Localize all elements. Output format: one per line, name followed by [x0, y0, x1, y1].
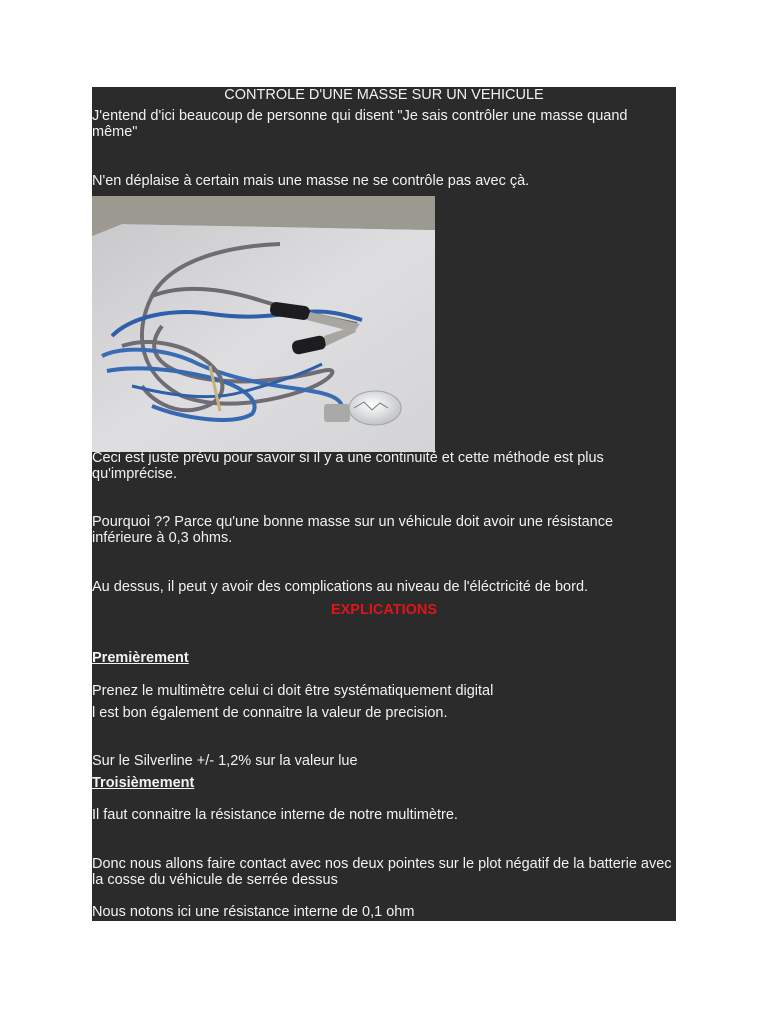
above-paragraph: Au dessus, il peut y avoir des complications au niveau de l'éléctricité de bord. [92, 579, 589, 595]
why-paragraph: Pourquoi ?? Parce qu'une bonne masse sur un véhicule doit avoir une résistance inférieure à 0,3 ohms. [92, 514, 614, 546]
section-heading-third: Troisièmement [92, 775, 195, 791]
continuity-paragraph: Ceci est juste prévu pour savoir si il y a une continuité et cette méthode est plus qu'imprécise. [92, 450, 604, 482]
contact-paragraph: Donc nous allons faire contact avec nos deux pointes sur le plot négatif de la batterie avec la cosse du véhicule de serrée dessus [92, 856, 672, 888]
section-heading-first: Premièrement [92, 650, 189, 666]
test-lamp-photo [92, 196, 435, 452]
statement-paragraph: N'en déplaise à certain mais une masse ne se contrôle pas avec çà. [92, 173, 530, 189]
silverline-line: Sur le Silverline +/- 1,2% sur la valeur lue [92, 753, 358, 769]
result-line: Nous notons ici une résistance interne de 0,1 ohm [92, 904, 415, 920]
precision-line: l est bon également de connaitre la valeur de precision. [92, 705, 448, 721]
multimeter-line: Prenez le multimètre celui ci doit être systématiquement digital [92, 683, 494, 699]
content-panel [92, 87, 676, 921]
intro-paragraph: J'entend d'ici beaucoup de personne qui disent "Je sais contrôler une masse quand même" [92, 108, 628, 140]
explications-heading: EXPLICATIONS [330, 602, 438, 618]
internal-resistance-line: Il faut connaitre la résistance interne de notre multimètre. [92, 807, 458, 823]
page-title: CONTROLE D'UNE MASSE SUR UN VEHICULE [224, 87, 544, 103]
